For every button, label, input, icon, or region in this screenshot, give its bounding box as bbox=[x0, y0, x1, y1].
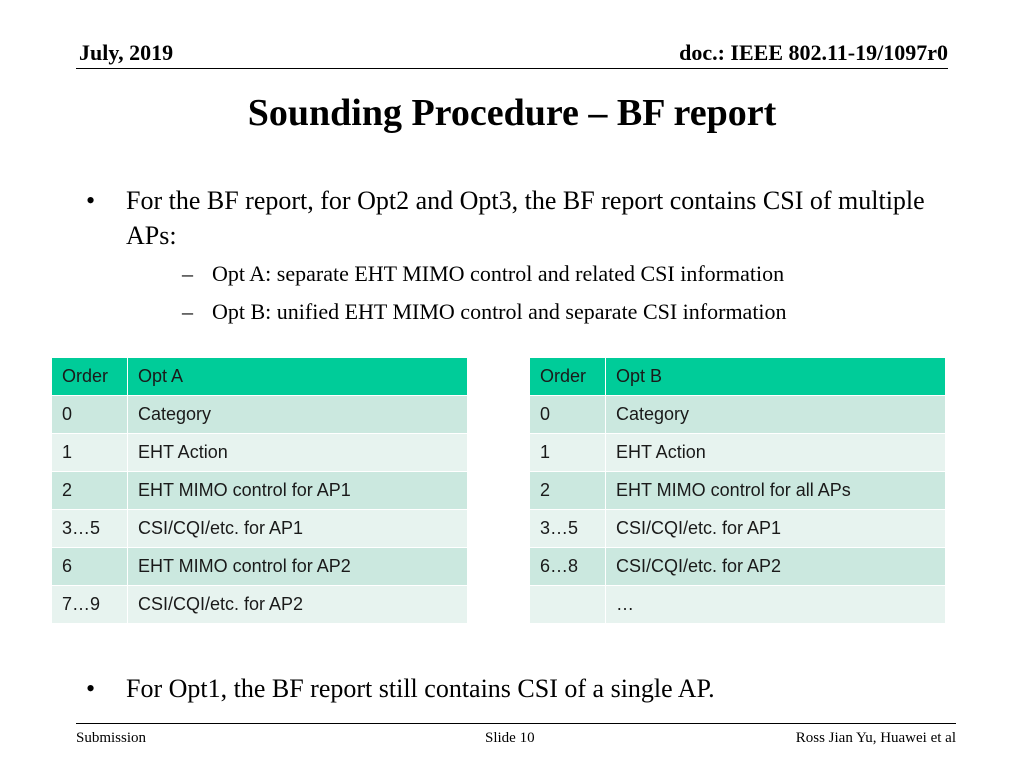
table-cell-order: 6…8 bbox=[530, 548, 606, 586]
table-header-row bbox=[52, 358, 468, 396]
table-cell-order: 2 bbox=[52, 472, 128, 510]
sub-bullet-text: Opt B: unified EHT MIMO control and separate CSI information bbox=[212, 299, 787, 324]
footer-submission: Submission bbox=[76, 730, 147, 746]
sub-bullet-item bbox=[126, 293, 944, 331]
table-cell-field: CSI/CQI/etc. for AP2 bbox=[128, 586, 468, 624]
table-row bbox=[52, 472, 468, 510]
table-row bbox=[530, 548, 946, 586]
table-cell-field: EHT Action bbox=[128, 434, 468, 472]
table-row bbox=[52, 548, 468, 586]
table-cell-order: 7…9 bbox=[52, 586, 128, 624]
bullet-item bbox=[84, 671, 986, 706]
table-cell-field: CSI/CQI/etc. for AP2 bbox=[606, 548, 946, 586]
bullet-list bbox=[84, 183, 944, 331]
header-divider bbox=[76, 68, 948, 69]
table-row bbox=[530, 472, 946, 510]
opt-a-table bbox=[51, 357, 468, 624]
table-cell-field: … bbox=[606, 586, 946, 624]
table-row bbox=[530, 434, 946, 472]
bullet-dot-icon: • bbox=[86, 674, 96, 703]
table-header-cell: Opt B bbox=[606, 358, 946, 396]
table-cell-order: 3…5 bbox=[530, 510, 606, 548]
table-row bbox=[530, 586, 946, 624]
table-cell-field: CSI/CQI/etc. for AP1 bbox=[128, 510, 468, 548]
opt-b-table bbox=[529, 357, 946, 624]
table-cell-field: CSI/CQI/etc. for AP1 bbox=[606, 510, 946, 548]
table-cell-order: 1 bbox=[530, 434, 606, 472]
slide-title: Sounding Procedure – BF report bbox=[247, 92, 777, 134]
table-cell-field: EHT MIMO control for AP1 bbox=[128, 472, 468, 510]
table-cell-field: Category bbox=[606, 396, 946, 434]
sub-bullet-text: Opt A: separate EHT MIMO control and related CSI information bbox=[212, 261, 785, 286]
sub-bullet-list bbox=[126, 255, 944, 331]
table-header-cell: Order bbox=[52, 358, 128, 396]
table-cell-order bbox=[530, 586, 606, 624]
table-cell-field: EHT Action bbox=[606, 434, 946, 472]
footer-slide-number: Slide 10 bbox=[485, 730, 535, 746]
table-header-row bbox=[530, 358, 946, 396]
bullet-text: For Opt1, the BF report still contains CSI of a single AP. bbox=[126, 674, 715, 703]
table-cell-field: EHT MIMO control for all APs bbox=[606, 472, 946, 510]
table-cell-order: 0 bbox=[530, 396, 606, 434]
table-cell-order: 2 bbox=[530, 472, 606, 510]
footer-author: Ross Jian Yu, Huawei et al bbox=[795, 730, 956, 746]
table-header-cell: Opt A bbox=[128, 358, 468, 396]
table-cell-field: Category bbox=[128, 396, 468, 434]
bullet-item bbox=[84, 183, 944, 331]
table-cell-order: 6 bbox=[52, 548, 128, 586]
bullet-text: For the BF report, for Opt2 and Opt3, the BF report contains CSI of multiple APs: bbox=[126, 186, 925, 250]
table-cell-order: 0 bbox=[52, 396, 128, 434]
dash-icon: – bbox=[182, 261, 193, 286]
table-row bbox=[52, 434, 468, 472]
header-doc-id: doc.: IEEE 802.11-19/1097r0 bbox=[679, 40, 948, 65]
header-date: July, 2019 bbox=[79, 40, 174, 65]
table-row bbox=[52, 586, 468, 624]
table-row bbox=[530, 396, 946, 434]
dash-icon: – bbox=[182, 299, 193, 324]
table-cell-order: 3…5 bbox=[52, 510, 128, 548]
footer-divider bbox=[76, 723, 956, 724]
sub-bullet-item bbox=[126, 255, 944, 293]
table-cell-field: EHT MIMO control for AP2 bbox=[128, 548, 468, 586]
table-row bbox=[52, 510, 468, 548]
bullet-dot-icon: • bbox=[86, 186, 96, 215]
table-row bbox=[52, 396, 468, 434]
table-row bbox=[530, 510, 946, 548]
table-header-cell: Order bbox=[530, 358, 606, 396]
table-cell-order: 1 bbox=[52, 434, 128, 472]
